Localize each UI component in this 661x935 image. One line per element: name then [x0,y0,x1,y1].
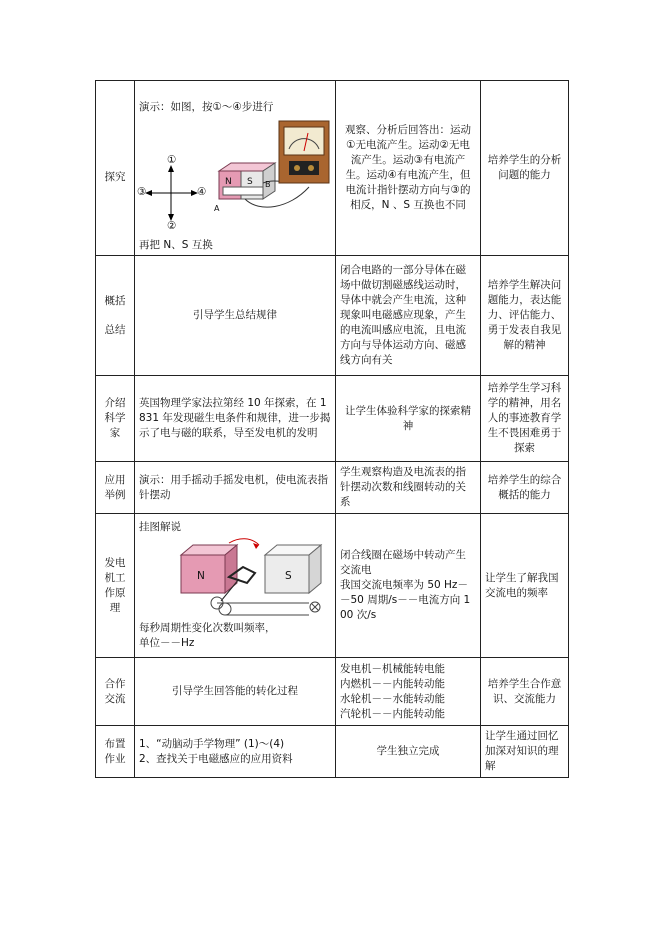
table-row [96,514,569,658]
table-row [96,462,569,514]
content-cell [135,514,336,658]
generator-n-label: N [197,570,205,582]
student-cell: 学生独立完成 [336,726,481,778]
motion-label-3: ③ [137,185,147,198]
stage-cell [96,81,135,256]
goal-cell: 培养学生合作意识、交流能力 [481,658,569,726]
stage-label: 探究 [104,170,126,183]
motion-label-1: ① [167,153,177,166]
energy-line: 汽轮机－－内能转动能 [340,707,445,720]
goal-cell: 让学生通过回忆加深对知识的理解 [481,726,569,778]
content-cell [135,726,336,778]
generator-illustration [139,537,329,621]
point-b-label: B [265,179,271,189]
content-cell: 引导学生总结规律 [135,256,336,376]
energy-line: 内燃机－－内能转动能 [340,677,445,690]
motion-label-4: ④ [197,185,207,198]
stage-cell [96,256,135,376]
ac-generation-text: 闭合线圈在磁场中转动产生交流电 [340,549,466,576]
ac-frequency-text: 我国交流电频率为 50 Hz－－50 周期/s－－电流方向 100 次/s [340,579,471,621]
energy-line: 发电机－机械能转电能 [340,662,445,675]
magnet-n-label: N [225,176,232,187]
magnet-s-label: S [247,176,253,187]
stage-label-b: 总结 [104,323,126,336]
table-row [96,726,569,778]
student-cell: 闭合电路的一部分导体在磁场中做切割磁感线运动时，导体中就会产生电流，这种现象叫电磁感应现象，产生的电流叫感应电流，且电流方向与导体运动方向、磁感线方向有关 [336,256,481,376]
generator-figure [139,537,329,621]
demo-instruction: 演示：如图，按①～④步进行 [139,100,274,113]
poster-caption: 挂图解说 [139,521,181,533]
student-cell: 学生观察构造及电流表的指针摆动次数和线圈转动的关系 [336,462,481,514]
content-cell [135,81,336,256]
student-cell [336,658,481,726]
content-cell: 英国物理学家法拉第经 10 年探索，在 1831 年发现磁生电条件和规律，进一步揭示了电与磁的联系，导至发电机的发明 [135,376,336,462]
goal-cell: 让学生了解我国交流电的频率 [481,514,569,658]
table-row [96,81,569,256]
lesson-plan-table [95,80,569,778]
frequency-definition: 每秒周期性变化次数叫频率， [139,622,276,634]
energy-line: 水轮机－－水能转动能 [340,692,445,705]
homework-item: 1、“动脑动手学物理” (1)～(4) [139,737,285,750]
stage-cell: 应用举例 [96,462,135,514]
frequency-unit: 单位－－Hz [139,637,195,649]
stage-cell: 合作交流 [96,658,135,726]
student-cell: 让学生体验科学家的探索精神 [336,376,481,462]
goal-cell: 培养学生的分析问题的能力 [481,81,569,256]
stage-label-a: 概括 [104,294,126,307]
induction-apparatus-figure [139,117,334,237]
content-cell: 演示：用手摇动手摇发电机，使电流表指针摆动 [135,462,336,514]
motion-label-2: ② [167,219,177,232]
generator-s-label: S [285,570,292,582]
table-row [96,658,569,726]
stage-cell: 发电机工作原理 [96,514,135,658]
goal-cell: 培养学生解决问题能力，表达能力、评估能力、勇于发表自我见解的精神 [481,256,569,376]
student-cell: 观察、分析后回答出：运动①无电流产生。运动②无电流产生。运动③有电流产生。运动④有电流产生，但电流计指针摆动方向与③的相反，N 、S 互换也不同 [336,81,481,256]
swap-instruction: 再把 N、S 互换 [139,239,213,251]
table-row [96,376,569,462]
stage-cell: 介绍科学家 [96,376,135,462]
content-cell: 引导学生回答能的转化过程 [135,658,336,726]
point-a-label: A [214,203,220,213]
goal-cell: 培养学生学习科学的精神，用名人的事迹教育学生不畏困难勇于探索 [481,376,569,462]
stage-cell: 布置作业 [96,726,135,778]
goal-cell: 培养学生的综合概括的能力 [481,462,569,514]
homework-item: 2、查找关于电磁感应的应用资料 [139,752,293,765]
student-cell [336,514,481,658]
table-row [96,256,569,376]
